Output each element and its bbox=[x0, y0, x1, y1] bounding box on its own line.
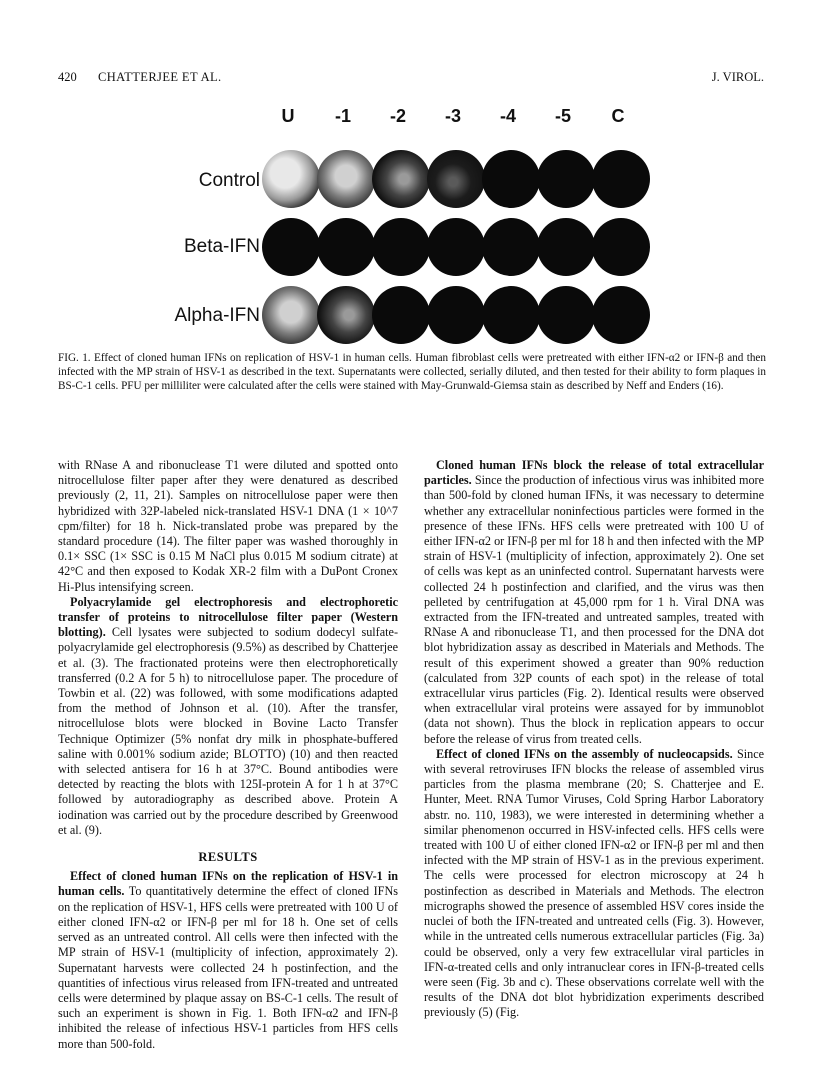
row-label-control: Control bbox=[198, 170, 260, 191]
section-title-results: RESULTS bbox=[198, 850, 258, 865]
column-label-4: -4 bbox=[499, 106, 516, 126]
column-label-c: C bbox=[611, 106, 625, 126]
paragraph-body: Cell lysates were subjected to sodium dodecyl sulfate-polyacrylamide gel electrophoresis (9.5%) as described by Chatterjee et al. (3). The fractionated proteins were then electrophoretically transferred (0.2 A for 5 h) to nitrocellulose paper. The procedure of Towbin et al. (22) was followed, with some modifications adapted from the method of Johnson et al. (10). After the transfer, nitrocellulose blots were blocked in Bovine Lacto Transfer Technique Optimizer (5% nonfat dry milk in phosphate-buffered saline with 0.001% sodium azide; BLOTTO) (10) and then reacted with selected antisera for 16 h at 37°C. Bound antibodies were detected by reacting the blots with 125I-protein A for 1 h at 37°C followed by autoradiography as described above. Protein A iodination was carried out by the procedure described by Greenwood et al. (9). bbox=[58, 625, 398, 837]
paragraph-body: Since with several retroviruses IFN blocks the release of assembled virus particles from the plasma membrane (20; S. Chatterjee and E. Hunter, Meet. RNA Tumor Viruses, Cold Spring Harbor Laboratory abstr. no. 110, 1983), we were interested in determining whether a similar phenomenon occurred in HSV-infected cells. HFS cells were treated with 100 U of either cloned IFN-α2 or IFN-β per ml and then infected with the MP strain of HSV-1 as in the previous experiment. The cells were processed for electron microscopy at 24 h postinfection as described in Materials and Methods. The electron micrographs showed the presence of assembled HSV cores inside the nuclei of both the IFN-treated and untreated cells (Fig. 3). However, while in the untreated cells numerous extracellular particles (Fig. 3a) could be observed, only a very few extracellular viral particles in IFN-α-treated cells and only intranuclear cores in IFN-β-treated cells were seen (Fig. 3b and c). These observations correlate well with the results of the DNA dot blot hybridization experiments described previously (5) (Fig. bbox=[424, 746, 765, 1020]
figure-1-plaque-assay bbox=[170, 100, 650, 345]
paragraph-body: To quantitatively determine the effect of cloned IFNs on the replication of HSV-1, HFS cells were pretreated with 100 U of either cloned IFN-α2 or IFN-β per ml for 18 h. One set of cells served as an untreated control. All cells were then infected with the MP strain of HSV-1 (multiplicity of infection, approximately 2). Supernatant harvests were collected 24 h postinfection, and the quantities of infectious virus released from IFN-treated and untreated cells were determined by plaque assay on BS-C-1 cells. The result of such an experiment is shown in Fig. 1. Both IFN-α2 and IFN-β inhibited the release of infectious HSV-1 particles from HFS cells more than 500-fold. bbox=[58, 884, 398, 1051]
row-label-beta-ifn: Beta-IFN bbox=[183, 236, 260, 257]
plaque-well bbox=[372, 286, 430, 344]
column-label-1: -1 bbox=[334, 106, 351, 126]
plaque-well bbox=[317, 150, 375, 208]
figure-caption: FIG. 1. Effect of cloned human IFNs on replication of HSV-1 in human cells. Human fibroblast cells were pretreated with either IFN-α2 or IFN-β and then infected with the MP strain of HSV-1 as described in the text. Supernatants were collected, serially diluted, and then tested for their ability to form plaques in BS-C-1 cells. PFU per milliliter were calculated after the cells were stained with May-Grunwald-Giemsa stain as described by Neff and Enders (16). bbox=[58, 352, 766, 392]
plaque-well bbox=[317, 218, 375, 276]
plaque-well bbox=[592, 286, 650, 344]
running-head bbox=[58, 70, 764, 88]
paragraph-heading: Cloned human IFNs block the release of total extracellular particles. bbox=[424, 458, 764, 488]
paragraph bbox=[424, 747, 764, 1021]
plaque-well bbox=[262, 286, 320, 344]
plaque-well bbox=[372, 218, 430, 276]
right-column bbox=[424, 458, 764, 1021]
paragraph-body: Since the production of infectious virus was inhibited more than 500-fold by cloned human IFNs, it was necessary to determine whether any extracellular noninfectious particles were formed in the presence of these IFNs. HFS cells were pretreated with 100 U of either IFN-α2 or IFN-β per ml for 18 h and then infected with the MP strain of HSV-1 (multiplicity of infection, approximately 2). One set of cells was kept as an uninfected control. Supernatant harvests were collected 24 h postinfection and clarified, and the virus was then pelleted by centrifugation at 45,000 rpm for 1 h. Viral DNA was extracted from the IFN-treated and untreated samples, treated with RNase A and ribonuclease T1, and then processed for the DNA dot blot hybridization assay as described in Materials and Methods. The result of this experiment showed a greater than 90% reduction (calculated from 32P counts of each spot) in the release of total extracellular virus particles (Fig. 2). Identical results were observed when extracellular viral proteins were assayed for by immunoblot (data not shown). Thus the block in replication appears to occur before the release of virus from treated cells. bbox=[424, 473, 765, 746]
plaque-well bbox=[537, 150, 595, 208]
plaque-well bbox=[537, 286, 595, 344]
plaque-well bbox=[592, 218, 650, 276]
plaque-well bbox=[427, 150, 485, 208]
paragraph-heading: Effect of cloned human IFNs on the replication of HSV-1 in human cells. bbox=[58, 869, 398, 899]
paragraph bbox=[58, 869, 398, 1051]
column-label-5: -5 bbox=[554, 106, 571, 126]
plaque-well bbox=[427, 286, 485, 344]
plaque-well bbox=[427, 218, 485, 276]
page-number: 420 bbox=[58, 70, 77, 84]
left-column bbox=[58, 458, 398, 1052]
paragraph bbox=[424, 458, 764, 747]
journal-name: J. VIROL. bbox=[711, 70, 764, 84]
paragraph-heading: Effect of cloned IFNs on the assembly of nucleocapsids. bbox=[436, 746, 733, 761]
row-label-alpha-ifn: Alpha-IFN bbox=[174, 305, 260, 326]
paragraph bbox=[58, 595, 398, 838]
running-authors: CHATTERJEE ET AL. bbox=[98, 70, 222, 84]
paragraph-heading: Polyacrylamide gel electrophoresis and electrophoretic transfer of proteins to nitrocellulose filter paper (Western blotting). bbox=[58, 594, 398, 640]
plaque-well bbox=[592, 150, 650, 208]
plaque-well bbox=[482, 286, 540, 344]
plaque-well bbox=[482, 150, 540, 208]
plaque-well bbox=[537, 218, 595, 276]
column-label-3: -3 bbox=[444, 106, 461, 126]
plaque-well bbox=[482, 218, 540, 276]
plaque-well bbox=[317, 286, 375, 344]
plaque-well bbox=[262, 218, 320, 276]
column-label-u: U bbox=[281, 106, 295, 126]
paragraph: with RNase A and ribonuclease T1 were diluted and spotted onto nitrocellulose filter paper after they were denatured as described previously (2, 11, 21). Samples on nitrocellulose paper were then hybridized with 32P-labeled nick-translated HSV-1 DNA (1 × 10^7 cpm/filter) for 18 h. Nick-translated probe was prepared by the standard procedure (14). The filter paper was washed thoroughly in 0.1× SSC (1× SSC is 0.15 M NaCl plus 0.015 M sodium citrate) at 42°C and then exposed to Kodak XR-2 film with a DuPont Cronex Hi-Plus intensifying screen. bbox=[58, 458, 398, 594]
plaque-well bbox=[372, 150, 430, 208]
plaque-well bbox=[262, 150, 320, 208]
column-label-2: -2 bbox=[389, 106, 406, 126]
